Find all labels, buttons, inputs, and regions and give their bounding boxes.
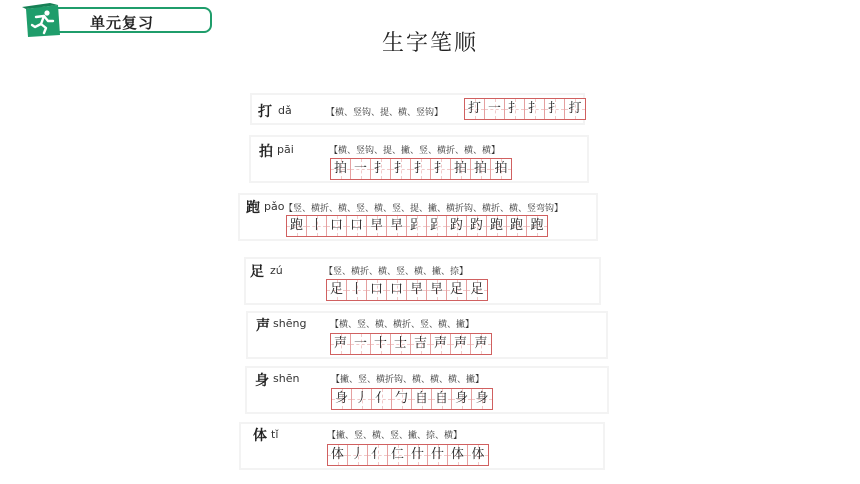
stroke-step-glyph: 口 (329, 218, 343, 233)
stroke-step-glyph: 什 (430, 447, 444, 462)
stroke-step-cell (467, 216, 487, 236)
stroke-step-glyph: 口 (349, 218, 363, 233)
stroke-step-cell (448, 445, 468, 465)
stroke-step-glyph: 𧾷 (429, 218, 443, 233)
stroke-names: 【横、竖钩、提、横、竖钩】 (326, 108, 444, 118)
stroke-names: 【横、竖钩、提、撇、竖、横折、横、横】 (329, 146, 501, 156)
stroke-step-glyph: 身 (334, 391, 348, 406)
stroke-step-glyph: 早 (429, 282, 443, 297)
char-label: 声 (256, 318, 270, 334)
stroke-step-glyph: 足 (449, 282, 463, 297)
stroke-order-grid (327, 444, 489, 466)
stroke-step-cell (307, 216, 327, 236)
char-card (239, 422, 605, 470)
stroke-step-cell (428, 445, 448, 465)
stroke-step-glyph: 亻 (370, 447, 384, 462)
stroke-step-glyph: 扌 (507, 101, 521, 116)
stroke-step-glyph: 丿 (354, 391, 368, 406)
stroke-order-grid (330, 333, 492, 355)
stroke-step-glyph: 声 (453, 336, 467, 351)
stroke-step-cell (432, 389, 452, 409)
stroke-step-cell (431, 159, 451, 179)
stroke-step-cell (347, 216, 367, 236)
stroke-step-cell (427, 216, 447, 236)
stroke-step-glyph: 拍 (473, 161, 487, 176)
stroke-names: 【撇、竖、横、竖、撇、捺、横】 (327, 431, 463, 441)
stroke-step-glyph: 拍 (333, 161, 347, 176)
stroke-step-glyph: 早 (389, 218, 403, 233)
stroke-step-glyph: 勹 (394, 391, 408, 406)
stroke-step-glyph: 拍 (494, 161, 508, 176)
stroke-step-glyph: 趵 (449, 218, 463, 233)
stroke-step-cell (467, 280, 487, 300)
stroke-step-glyph: 口 (389, 282, 403, 297)
stroke-step-cell (545, 99, 565, 119)
stroke-step-cell (407, 216, 427, 236)
stroke-names: 【竖、横折、横、竖、横、撇、捺】 (324, 267, 469, 277)
char-card (250, 93, 585, 125)
stroke-step-glyph: 扌 (413, 161, 427, 176)
stroke-step-cell (347, 280, 367, 300)
page-title: 生字笔顺 (381, 31, 478, 56)
stroke-step-cell (331, 159, 351, 179)
pinyin-label: shēng (273, 317, 307, 330)
stroke-order-grid (464, 98, 586, 120)
stroke-step-cell (447, 216, 467, 236)
pinyin-label: zú (270, 264, 283, 277)
char-label: 拍 (259, 144, 273, 160)
stroke-step-glyph: 扌 (547, 101, 561, 116)
stroke-step-glyph: 跑 (489, 218, 503, 233)
stroke-step-glyph: 扌 (433, 161, 447, 176)
stroke-step-glyph: 趵 (469, 218, 483, 233)
stroke-step-glyph: 仁 (390, 447, 404, 462)
stroke-step-cell (351, 159, 371, 179)
stroke-step-cell (411, 159, 431, 179)
stroke-order-grid (331, 388, 493, 410)
stroke-step-glyph: 足 (470, 282, 484, 297)
stroke-names: 【横、竖、横、横折、竖、横、撇】 (330, 320, 475, 330)
stroke-step-glyph: 跑 (509, 218, 523, 233)
stroke-step-glyph: 声 (433, 336, 447, 351)
stroke-step-cell (487, 216, 507, 236)
stroke-step-cell (388, 445, 408, 465)
stroke-step-glyph: 吉 (413, 336, 427, 351)
pinyin-label: dǎ (278, 104, 292, 117)
stroke-step-glyph: 扌 (393, 161, 407, 176)
stroke-step-glyph: 丨 (349, 282, 363, 297)
stroke-step-cell (391, 334, 411, 354)
stroke-step-glyph: 丿 (350, 447, 364, 462)
stroke-step-glyph: 早 (409, 282, 423, 297)
stroke-step-cell (327, 216, 347, 236)
stroke-step-cell (465, 99, 485, 119)
stroke-step-glyph: 声 (333, 336, 347, 351)
stroke-step-glyph: 丨 (309, 218, 323, 233)
char-card (238, 193, 598, 241)
char-label: 身 (255, 373, 269, 389)
stroke-step-cell (525, 99, 545, 119)
stroke-step-cell (472, 389, 492, 409)
stroke-step-cell (387, 216, 407, 236)
char-label: 打 (258, 104, 272, 120)
stroke-step-glyph: 自 (414, 391, 428, 406)
stroke-step-cell (371, 159, 391, 179)
stroke-step-glyph: 足 (329, 282, 343, 297)
stroke-step-cell (491, 159, 511, 179)
badge-label: 单元复习 (90, 14, 155, 32)
stroke-step-glyph: 士 (393, 336, 407, 351)
stroke-step-glyph: 身 (454, 391, 468, 406)
stroke-step-cell (485, 99, 505, 119)
pinyin-label: tǐ (271, 428, 279, 441)
stroke-step-cell (451, 334, 471, 354)
stroke-step-cell (367, 280, 387, 300)
stroke-step-glyph: 跑 (530, 218, 544, 233)
stroke-step-glyph: 跑 (289, 218, 303, 233)
stroke-step-cell (451, 159, 471, 179)
stroke-step-cell (468, 445, 488, 465)
stroke-step-glyph: 体 (330, 447, 344, 462)
stroke-names: 【竖、横折、横、竖、横、竖、提、撇、横折钩、横折、横、竖弯钩】 (284, 204, 564, 214)
stroke-step-cell (412, 389, 432, 409)
stroke-step-cell (348, 445, 368, 465)
stroke-step-cell (411, 334, 431, 354)
stroke-step-cell (431, 334, 451, 354)
stroke-step-cell (371, 334, 391, 354)
stroke-step-glyph: 声 (474, 336, 488, 351)
stroke-step-cell (327, 280, 347, 300)
stroke-order-grid (330, 158, 512, 180)
char-card (246, 311, 608, 359)
stroke-step-glyph: 扌 (373, 161, 387, 176)
stroke-step-glyph: 一 (353, 336, 367, 351)
stroke-step-cell (372, 389, 392, 409)
stroke-step-cell (391, 159, 411, 179)
char-label: 体 (253, 428, 267, 444)
stroke-order-grid (286, 215, 548, 237)
stroke-step-cell (331, 334, 351, 354)
stroke-step-cell (351, 334, 371, 354)
stroke-step-cell (505, 99, 525, 119)
stroke-step-cell (447, 280, 467, 300)
stroke-step-cell (408, 445, 428, 465)
char-card (245, 366, 609, 414)
char-card (244, 257, 601, 305)
pinyin-label: shēn (273, 372, 300, 385)
stroke-step-cell (471, 334, 491, 354)
stroke-step-cell (427, 280, 447, 300)
stroke-step-cell (471, 159, 491, 179)
stroke-step-cell (287, 216, 307, 236)
stroke-step-cell (565, 99, 585, 119)
stroke-step-glyph: 自 (434, 391, 448, 406)
stroke-step-cell (387, 280, 407, 300)
pinyin-label: pāi (277, 143, 294, 156)
stroke-step-glyph: 一 (487, 101, 501, 116)
stroke-step-glyph: 拍 (453, 161, 467, 176)
stroke-order-grid (326, 279, 488, 301)
stroke-step-cell (392, 389, 412, 409)
stroke-step-cell (507, 216, 527, 236)
stroke-step-cell (368, 445, 388, 465)
stroke-step-glyph: 身 (475, 391, 489, 406)
stroke-step-glyph: 十 (373, 336, 387, 351)
char-label: 足 (250, 264, 264, 280)
stroke-step-glyph: 体 (471, 447, 485, 462)
pinyin-label: pǎo (264, 200, 285, 213)
stroke-step-cell (367, 216, 387, 236)
stroke-step-glyph: 体 (450, 447, 464, 462)
stroke-step-glyph: 扌 (527, 101, 541, 116)
char-card (249, 135, 589, 183)
stroke-step-glyph: 打 (568, 101, 582, 116)
stroke-step-glyph: 什 (410, 447, 424, 462)
stroke-names: 【撇、竖、横折钩、横、横、横、撇】 (331, 375, 485, 385)
stroke-step-glyph: 𧾷 (409, 218, 423, 233)
stroke-step-glyph: 一 (353, 161, 367, 176)
stroke-step-glyph: 亻 (374, 391, 388, 406)
stroke-step-cell (352, 389, 372, 409)
stroke-step-cell (328, 445, 348, 465)
stroke-step-cell (407, 280, 427, 300)
stroke-step-cell (332, 389, 352, 409)
stroke-step-glyph: 打 (467, 101, 481, 116)
stroke-step-glyph: 早 (369, 218, 383, 233)
stroke-step-glyph: 口 (369, 282, 383, 297)
stroke-step-cell (452, 389, 472, 409)
char-label: 跑 (246, 200, 260, 216)
stroke-step-cell (527, 216, 547, 236)
